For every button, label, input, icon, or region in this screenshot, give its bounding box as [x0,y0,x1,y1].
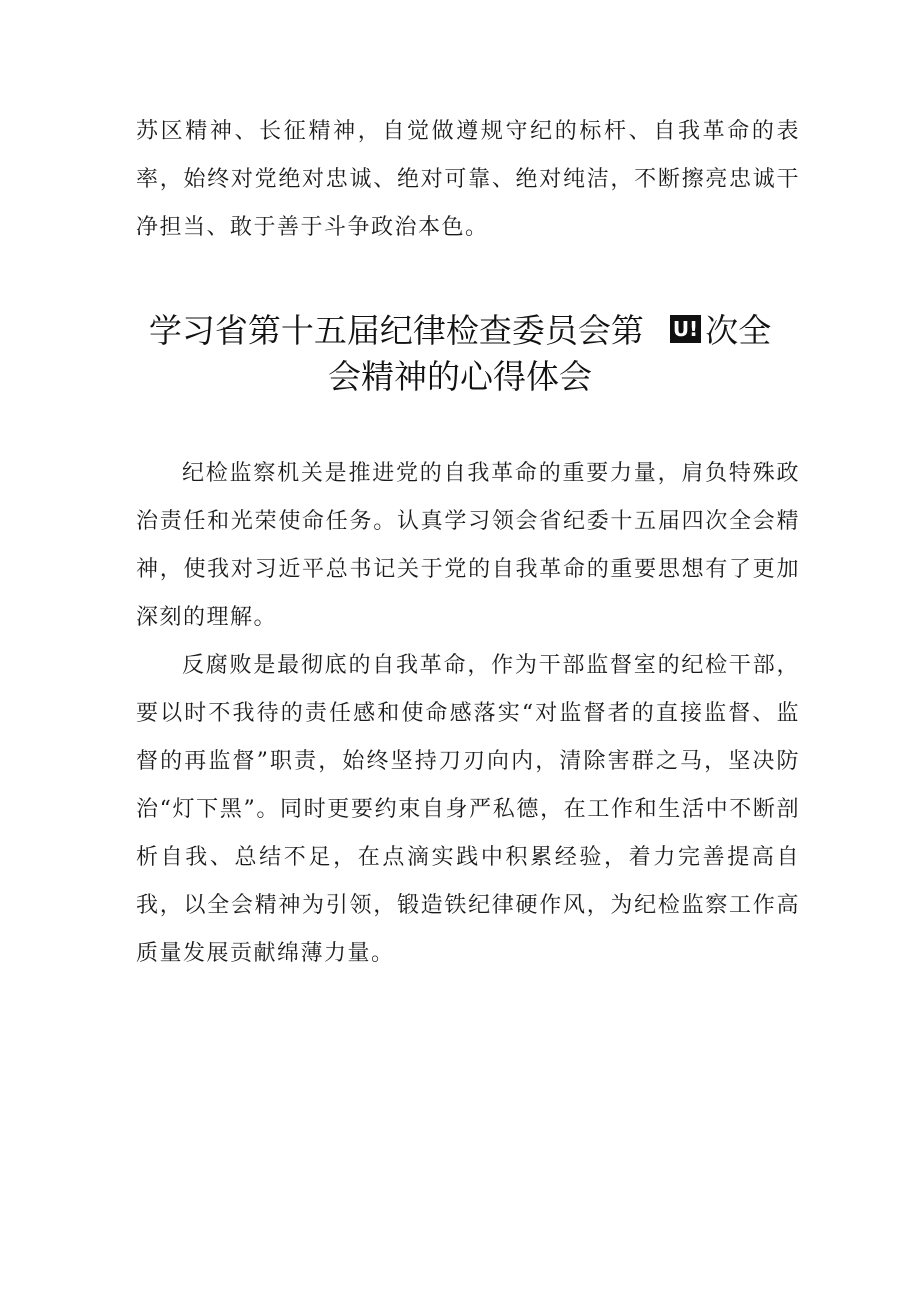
body-section [136,450,800,978]
title-text-before: 学习省第十五届纪律检查委员会第 [148,311,644,350]
garbled-glyph: U! [670,315,701,343]
document-title [100,308,820,400]
body-paragraph-1: 纪检监察机关是推进党的自我革命的重要力量，肩负特殊政治责任和光荣使命任务。认真学习领会省纪委十五届四次全会精神，使我对习近平总书记关于党的自我革命的重要思想有了更加深刻的理解。 [136,461,800,630]
title-line-1 [100,308,820,354]
title-line-2: 会精神的心得体会 [328,357,592,396]
title-text-after: 次全 [705,311,772,350]
body-paragraph-2: 反腐败是最彻底的自我革命，作为干部监督室的纪检干部，要以时不我待的责任感和使命感落实“对监督者的直接监督、监督的再监督”职责，始终坚持刀刃向内，清除害群之马，坚决防治“灯下黑”。同时更要约束自身严私德，在工作和生活中不断剖析自我、总结不足，在点滴实践中积累经验，着力完善提高自我，以全会精神为引领，锻造铁纪律硬作风，为纪检监察工作高质量发展贡献绵薄力量。 [136,653,800,966]
continued-paragraph: 苏区精神、长征精神，自觉做遵规守纪的标杆、自我革命的表率，始终对党绝对忠诚、绝对可靠、绝对纯洁，不断擦亮忠诚干净担当、敢于善于斗争政治本色。 [136,119,800,240]
